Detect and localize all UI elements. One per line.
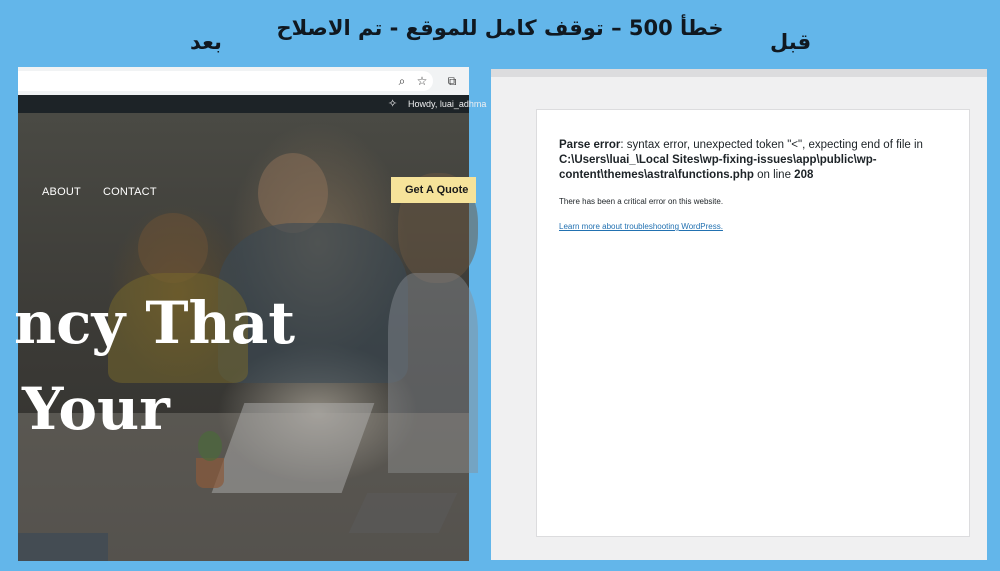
learn-more-link[interactable]: Learn more about troubleshooting WordPress. [559,222,723,231]
error-text: : syntax error, unexpected token "<", expecting end of file in [620,139,923,151]
critical-error-text: There has been a critical error on this website. [559,197,724,206]
hero-photo-book [18,533,108,561]
hero-photo-plant [196,458,224,488]
zoom-icon[interactable]: ⌕ [398,74,406,88]
after-label: بعد [190,30,222,54]
after-screenshot [14,67,487,561]
browser-top-strip [491,69,987,77]
hero-headline-line-1: ncy That [14,289,296,357]
nav-about[interactable]: ABOUT [42,186,81,198]
browser-toolbar [18,67,469,95]
hero-headline-line-2: Your [22,375,170,443]
error-card [536,109,970,537]
hero-photo-tablet [349,493,458,533]
hero-photo-person [258,153,328,233]
error-line-number: 208 [794,169,814,181]
page-heading: خطأ 500 – توقف كامل للموقع - تم الاصلاح [276,16,724,40]
address-bar[interactable] [18,71,433,91]
parse-error-message [559,138,949,183]
error-file-path: C:\Users\luai_\Local Sites\wp-fixing-issues\app\public\wp-content\themes\astra\functions.php [559,154,877,181]
hero-photo-plant [198,431,222,461]
hero-section [14,113,469,561]
get-a-quote-button[interactable]: Get A Quote [391,177,476,203]
howdy-user[interactable]: Howdy, luai_adhma [408,99,487,109]
extensions-icon[interactable]: ⧉ [447,74,457,88]
nav-contact[interactable]: CONTACT [103,186,157,198]
error-label: Parse error [559,139,621,151]
on-line-text: on line [753,169,795,181]
sparkle-icon[interactable]: ✧ [388,97,398,110]
wp-admin-bar [18,95,487,113]
before-screenshot [491,69,987,560]
star-icon[interactable]: ☆ [416,74,428,88]
before-label: قبل [770,30,812,54]
